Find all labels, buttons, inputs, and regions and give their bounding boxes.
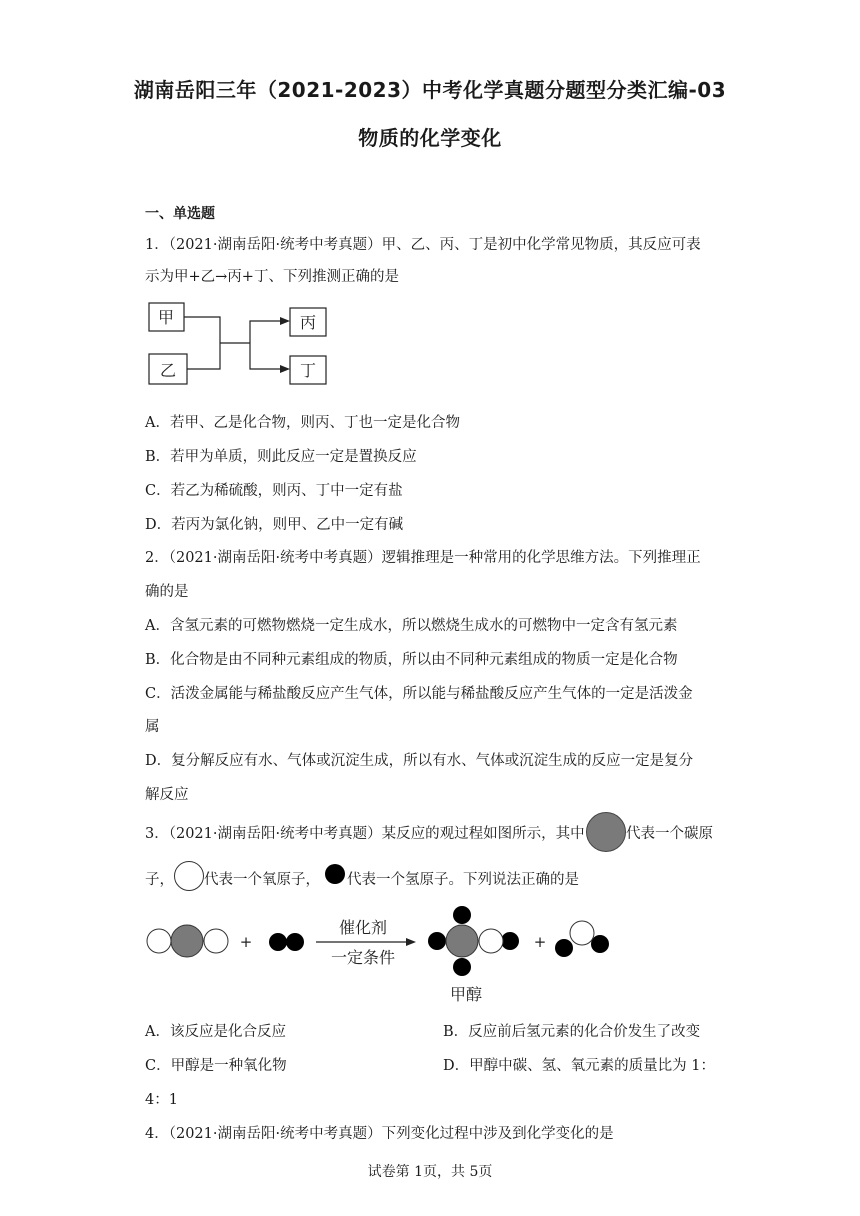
oxygen-atom-icon (174, 861, 204, 891)
q1-option-c: C．若乙为稀硫酸，则丙、丁中一定有盐 (145, 483, 403, 499)
co2-molecule (147, 925, 228, 957)
q2-option-c-line2: 属 (145, 719, 160, 735)
document-title-line1: 湖南岳阳三年（2021-2023）中考化学真题分题型分类汇编-03 (133, 78, 727, 102)
q3-option-d-line1: D．甲醇中碳、氢、氧元素的质量比为 1： (443, 1058, 715, 1074)
box-bing-label: 丙 (299, 313, 317, 332)
q3-stem-line1a: 3．（2021·湖南岳阳·统考中考真题）某反应的观过程如图所示，其中 (145, 826, 585, 842)
catalyst-label: 催化剂 (338, 918, 388, 937)
box-yi-label: 乙 (159, 361, 177, 380)
box-jia-label: 甲 (157, 308, 175, 327)
h2-molecule (269, 933, 304, 951)
q1-stem-line2: 示为甲+乙→丙+丁、下列推测正确的是 (145, 269, 399, 285)
section-heading: 一、单选题 (145, 206, 215, 222)
q3-stem-line2b: 代表一个氧原子， (204, 872, 320, 888)
hydrogen-atom-icon (325, 864, 345, 884)
q1-option-b: B．若甲为单质，则此反应一定是置换反应 (145, 449, 417, 465)
q2-option-a: A．含氢元素的可燃物燃烧一定生成水，所以燃烧生成水的可燃物中一定含有氢元素 (145, 618, 678, 634)
q2-stem-line2: 确的是 (145, 584, 189, 600)
q4-stem-line1: 4．（2021·湖南岳阳·统考中考真题）下列变化过程中涉及到化学变化的是 (145, 1126, 614, 1142)
methanol-molecule (428, 906, 519, 976)
q3-option-c: C．甲醇是一种氧化物 (145, 1058, 287, 1074)
page-footer: 试卷第 1页，共 5页 (367, 1164, 493, 1180)
q1-reaction-diagram (140, 296, 340, 388)
q3-stem-line2c: 代表一个氢原子。下列说法正确的是 (347, 872, 579, 888)
q1-option-d: D．若丙为氯化钠，则甲、乙中一定有碱 (145, 517, 404, 533)
document-title-line2: 物质的化学变化 (358, 126, 502, 150)
q2-option-b: B．化合物是由不同种元素组成的物质，所以由不同种元素组成的物质一定是化合物 (145, 652, 678, 668)
q3-option-b: B．反应前后氢元素的化合价发生了改变 (443, 1024, 701, 1040)
methanol-label: 甲醇 (449, 985, 483, 1004)
box-ding-label: 丁 (299, 361, 317, 380)
svg-text:+: + (533, 933, 547, 951)
condition-label: 一定条件 (330, 948, 396, 967)
q3-stem-line1b: 代表一个碳原 (626, 826, 713, 842)
q3-option-d-line2: 4：1 (145, 1092, 178, 1108)
q1-option-a: A．若甲、乙是化合物，则丙、丁也一定是化合物 (145, 415, 460, 431)
q3-stem-line2a: 子， (145, 872, 174, 888)
q2-stem-line1: 2．（2021·湖南岳阳·统考中考真题）逻辑推理是一种常用的化学思维方法。下列推理正 (145, 550, 701, 566)
carbon-atom-icon (586, 812, 626, 852)
svg-text:+: + (239, 933, 253, 951)
q3-reaction-diagram (140, 902, 620, 1008)
q1-stem-line1: 1．（2021·湖南岳阳·统考中考真题）甲、乙、丙、丁是初中化学常见物质，其反应可表 (145, 237, 701, 253)
q2-option-d-line1: D．复分解反应有水、气体或沉淀生成，所以有水、气体或沉淀生成的反应一定是复分 (145, 753, 694, 769)
q2-option-c-line1: C．活泼金属能与稀盐酸反应产生气体，所以能与稀盐酸反应产生气体的一定是活泼金 (145, 686, 693, 702)
q2-option-d-line2: 解反应 (145, 787, 189, 803)
q3-option-a: A．该反应是化合反应 (145, 1024, 286, 1040)
water-molecule (555, 921, 609, 957)
